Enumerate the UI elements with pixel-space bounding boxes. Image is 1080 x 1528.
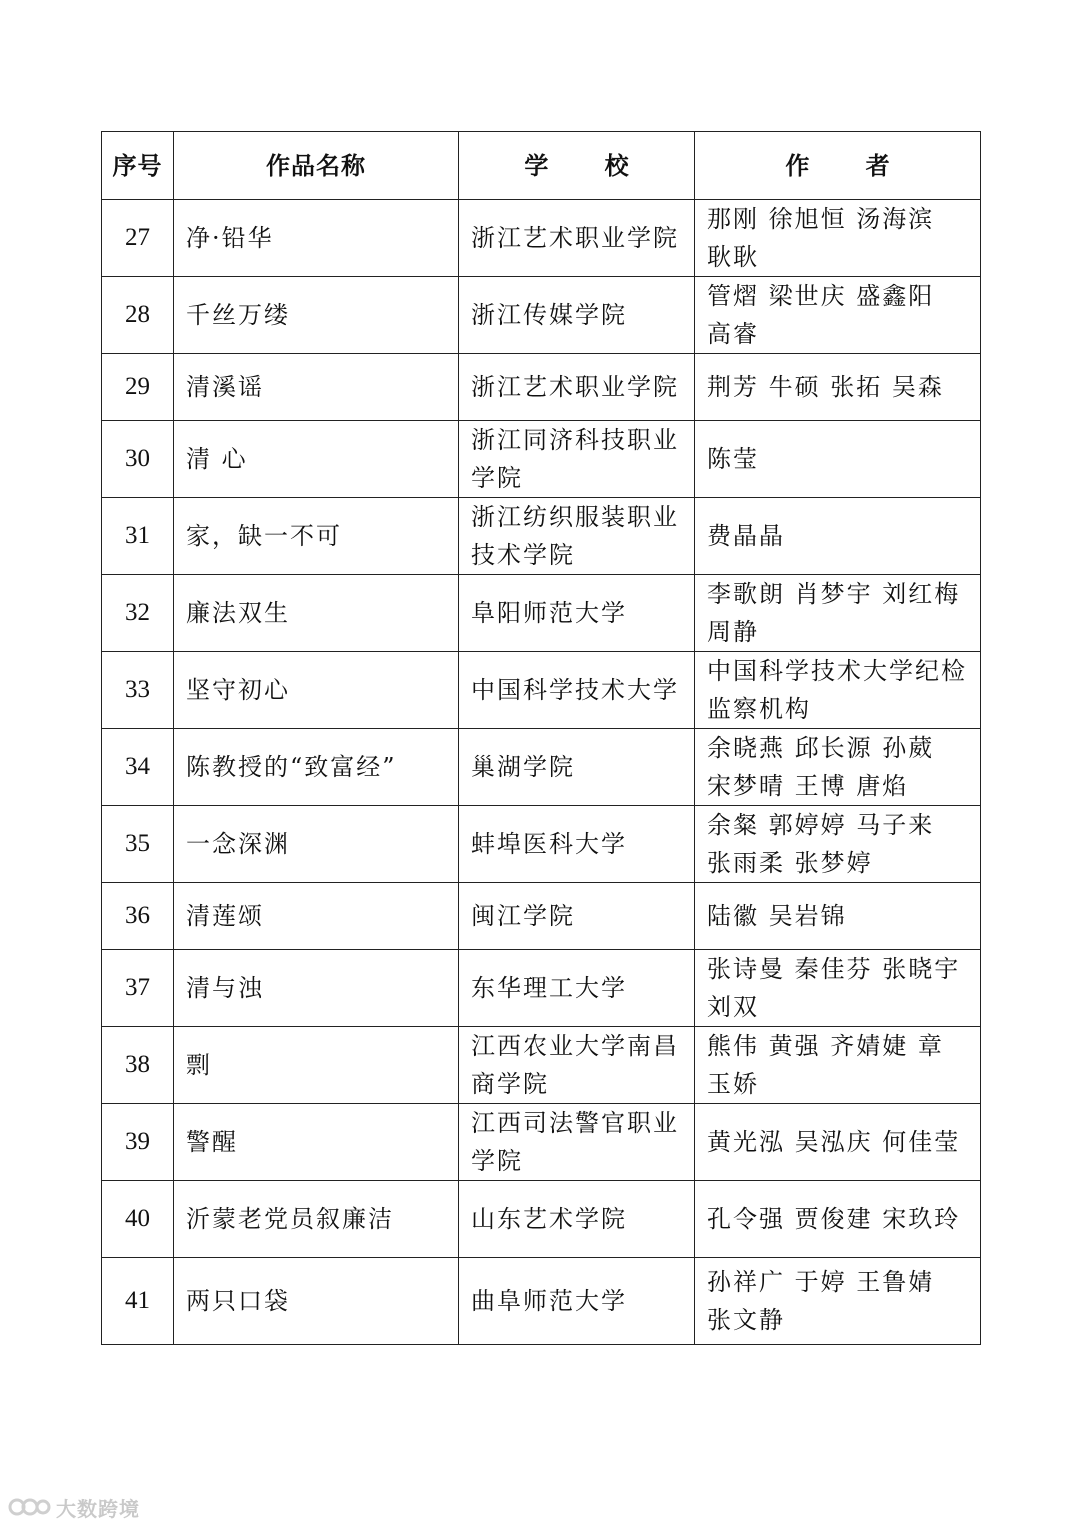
cell-seq: 36 <box>102 883 174 950</box>
header-school-label: 学 校 <box>524 151 653 180</box>
cell-school: 江西司法警官职业学院 <box>459 1104 695 1181</box>
cell-title: 清与浊 <box>174 950 459 1027</box>
cell-title: 清莲颂 <box>174 883 459 950</box>
table-row <box>102 729 981 806</box>
cell-title: 坚守初心 <box>174 652 459 729</box>
table-row <box>102 1027 981 1104</box>
cell-authors: 李歌朗 肖梦宇 刘红梅 周静 <box>695 575 981 652</box>
cell-title: 剽 <box>174 1027 459 1104</box>
cell-authors: 管熠 梁世庆 盛鑫阳 高睿 <box>695 277 981 354</box>
cell-title: 一念深渊 <box>174 806 459 883</box>
works-table <box>101 131 981 1345</box>
cell-school: 江西农业大学南昌商学院 <box>459 1027 695 1104</box>
cell-school: 浙江艺术职业学院 <box>459 200 695 277</box>
table-row <box>102 277 981 354</box>
cell-seq: 40 <box>102 1181 174 1258</box>
cell-authors: 张诗曼 秦佳芬 张晓宇 刘双 <box>695 950 981 1027</box>
cell-title: 陈教授的“致富经” <box>174 729 459 806</box>
table-row <box>102 883 981 950</box>
cell-seq: 38 <box>102 1027 174 1104</box>
cell-title: 清 心 <box>174 421 459 498</box>
cell-school: 山东艺术学院 <box>459 1181 695 1258</box>
cell-seq: 32 <box>102 575 174 652</box>
cell-school: 浙江同济科技职业学院 <box>459 421 695 498</box>
table-row <box>102 575 981 652</box>
cell-authors: 孙祥广 于婷 王鲁婧 张文静 <box>695 1258 981 1345</box>
header-title: 作品名称 <box>174 132 459 200</box>
cell-title: 千丝万缕 <box>174 277 459 354</box>
watermark <box>8 1492 140 1522</box>
cell-seq: 28 <box>102 277 174 354</box>
cell-authors: 陆徽 吴岩锦 <box>695 883 981 950</box>
table-row <box>102 200 981 277</box>
brand-logo-icon <box>8 1494 52 1520</box>
cell-school: 中国科学技术大学 <box>459 652 695 729</box>
cell-school: 浙江传媒学院 <box>459 277 695 354</box>
cell-title: 净·铅华 <box>174 200 459 277</box>
cell-authors: 余粲 郭婷婷 马子来 张雨柔 张梦婷 <box>695 806 981 883</box>
table-row <box>102 354 981 421</box>
table-row <box>102 421 981 498</box>
cell-seq: 41 <box>102 1258 174 1345</box>
cell-authors: 熊伟 黄强 齐婧婕 章玉娇 <box>695 1027 981 1104</box>
table-row <box>102 806 981 883</box>
header-authors <box>695 132 981 200</box>
cell-school: 浙江纺织服装职业技术学院 <box>459 498 695 575</box>
cell-seq: 35 <box>102 806 174 883</box>
cell-school: 蚌埠医科大学 <box>459 806 695 883</box>
cell-authors: 荆芳 牛硕 张拓 吴森 <box>695 354 981 421</box>
cell-authors: 孔令强 贾俊建 宋玖玲 <box>695 1181 981 1258</box>
cell-title: 两只口袋 <box>174 1258 459 1345</box>
cell-school: 阜阳师范大学 <box>459 575 695 652</box>
table-row <box>102 950 981 1027</box>
cell-school: 闽江学院 <box>459 883 695 950</box>
cell-seq: 34 <box>102 729 174 806</box>
table-row <box>102 652 981 729</box>
cell-seq: 37 <box>102 950 174 1027</box>
cell-school: 浙江艺术职业学院 <box>459 354 695 421</box>
cell-authors: 黄光泓 吴泓庆 何佳莹 <box>695 1104 981 1181</box>
watermark-text: 大数跨境 <box>56 1496 140 1521</box>
cell-authors: 中国科学技术大学纪检监察机构 <box>695 652 981 729</box>
header-seq: 序号 <box>102 132 174 200</box>
cell-title: 警醒 <box>174 1104 459 1181</box>
cell-seq: 39 <box>102 1104 174 1181</box>
cell-title: 家，缺一不可 <box>174 498 459 575</box>
cell-title: 沂蒙老党员叙廉洁 <box>174 1181 459 1258</box>
table-row <box>102 1181 981 1258</box>
table-row <box>102 498 981 575</box>
cell-school: 东华理工大学 <box>459 950 695 1027</box>
cell-school: 曲阜师范大学 <box>459 1258 695 1345</box>
cell-authors: 那刚 徐旭恒 汤海滨 耿耿 <box>695 200 981 277</box>
table-row <box>102 1258 981 1345</box>
cell-title: 廉法双生 <box>174 575 459 652</box>
header-authors-label: 作 者 <box>785 151 914 180</box>
table-row <box>102 1104 981 1181</box>
cell-seq: 27 <box>102 200 174 277</box>
cell-school: 巢湖学院 <box>459 729 695 806</box>
cell-seq: 33 <box>102 652 174 729</box>
cell-authors: 费晶晶 <box>695 498 981 575</box>
cell-seq: 30 <box>102 421 174 498</box>
table-header-row <box>102 132 981 200</box>
cell-seq: 31 <box>102 498 174 575</box>
cell-authors: 陈莹 <box>695 421 981 498</box>
header-school <box>459 132 695 200</box>
cell-seq: 29 <box>102 354 174 421</box>
cell-authors: 余晓燕 邱长源 孙葳 宋梦晴 王博 唐焰 <box>695 729 981 806</box>
cell-title: 清溪谣 <box>174 354 459 421</box>
